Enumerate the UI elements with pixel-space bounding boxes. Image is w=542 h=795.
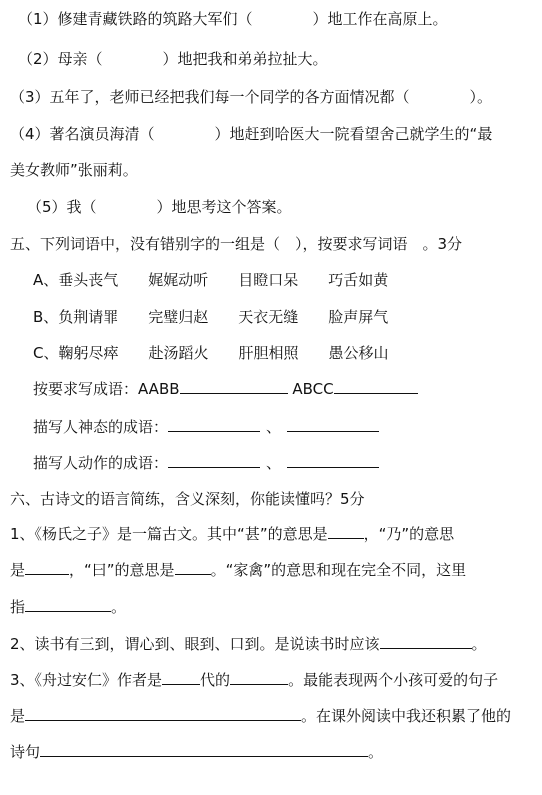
q5-action-prompt: 描写人动作的成语：	[33, 454, 169, 472]
reading-answer-blank[interactable]	[380, 634, 472, 649]
q6-q1-text-f: 指	[10, 598, 26, 616]
q6-q3-text-d: 是	[10, 707, 26, 725]
q6-q3-text-a: 3、《舟过安仁》作者是	[10, 671, 163, 689]
action-blank-2[interactable]	[287, 453, 379, 468]
q4-item-4: （4）著名演员海清（ ）地赶到哈医大一院看望舍己就学生的“最	[10, 125, 493, 143]
q6-q1-text-e: 。“家禽”的意思和现在完全不同，这里	[210, 561, 467, 579]
q4-item-5: （5）我（ ）地思考这个答案。	[27, 198, 292, 216]
q6-q3-text-e: 。在课外阅读中我还积累了他的	[301, 707, 512, 725]
yue-meaning-blank[interactable]	[175, 560, 211, 575]
q6-q3-text-g: 。	[368, 743, 384, 761]
q5-option-a: A、垂头丧气 娓娓动听 目瞪口呆 巧舌如黄	[33, 271, 389, 289]
q6-q2-text-a: 2、读书有三到，谓心到、眼到、口到。是说读书时应该	[10, 635, 380, 653]
q4-item-1: （1）修建青藏铁路的筑路大军们（ ）地工作在高原上。	[18, 10, 448, 28]
abcc-answer-blank[interactable]	[334, 379, 418, 394]
q6-q3-text-c: 。最能表现两个小孩可爱的句子	[288, 671, 499, 689]
q5-write-prompt: 按要求写成语：AABB	[33, 380, 180, 398]
q6-q1-text-a: 1、《杨氏之子》是一篇古文。其中“甚”的意思是	[10, 525, 328, 543]
author-blank[interactable]	[230, 670, 288, 685]
nai-meaning-blank[interactable]	[25, 560, 69, 575]
q6-q3-text-b: 代的	[200, 671, 231, 689]
q4-item-3: （3）五年了，老师已经把我们每一个同学的各方面情况都（ ）。	[10, 88, 493, 106]
separator: 、	[266, 418, 282, 436]
q6-q1-line2	[10, 560, 466, 580]
jiaqin-meaning-blank[interactable]	[25, 597, 111, 612]
q6-q1-text-d: ，“曰”的意思是	[69, 561, 175, 579]
action-blank-1[interactable]	[168, 453, 260, 468]
aabb-answer-blank[interactable]	[180, 379, 288, 394]
dynasty-blank[interactable]	[162, 670, 200, 685]
demeanor-blank-2[interactable]	[287, 417, 379, 432]
q6-q1-line3	[10, 597, 126, 617]
q5-write-row	[33, 379, 418, 399]
q5-demeanor-prompt: 描写人神态的成语：	[33, 418, 169, 436]
separator: 、	[266, 454, 282, 472]
q6-q3-line1	[10, 670, 498, 690]
q5-option-c: C、鞠躬尽瘁 赴汤蹈火 肝胆相照 愚公移山	[33, 344, 389, 362]
q6-heading: 六、古诗文的语言简练，含义深刻，你能读懂吗？5分	[10, 490, 365, 508]
q5-action-row	[33, 453, 379, 473]
shen-meaning-blank[interactable]	[328, 524, 364, 539]
q6-q3-line2	[10, 706, 511, 726]
q5-heading: 五、下列词语中，没有错别字的一组是（ ），按要求写词语 。3分	[10, 235, 463, 253]
q6-q1-line1	[10, 524, 454, 544]
q6-q3-text-f: 诗句	[10, 743, 41, 761]
cute-sentence-blank[interactable]	[25, 706, 301, 721]
q6-q1-text-g: 。	[111, 598, 127, 616]
q6-q2	[10, 634, 487, 654]
abcc-label: ABCC	[292, 380, 334, 398]
poem-lines-blank[interactable]	[40, 742, 368, 757]
q6-q1-text-c: 是	[10, 561, 26, 579]
q6-q1-text-b: ，“乃”的意思	[363, 525, 455, 543]
q4-item-2: （2）母亲（ ）地把我和弟弟拉扯大。	[18, 50, 328, 68]
q4-item-4-continued: 美女教师”张丽莉。	[10, 161, 138, 179]
q5-option-b: B、负荆请罪 完璧归赵 天衣无缝 脸声屏气	[33, 308, 389, 326]
q5-demeanor-row	[33, 417, 379, 437]
q6-q3-line3	[10, 742, 383, 762]
q6-q2-text-b: 。	[471, 635, 487, 653]
demeanor-blank-1[interactable]	[168, 417, 260, 432]
